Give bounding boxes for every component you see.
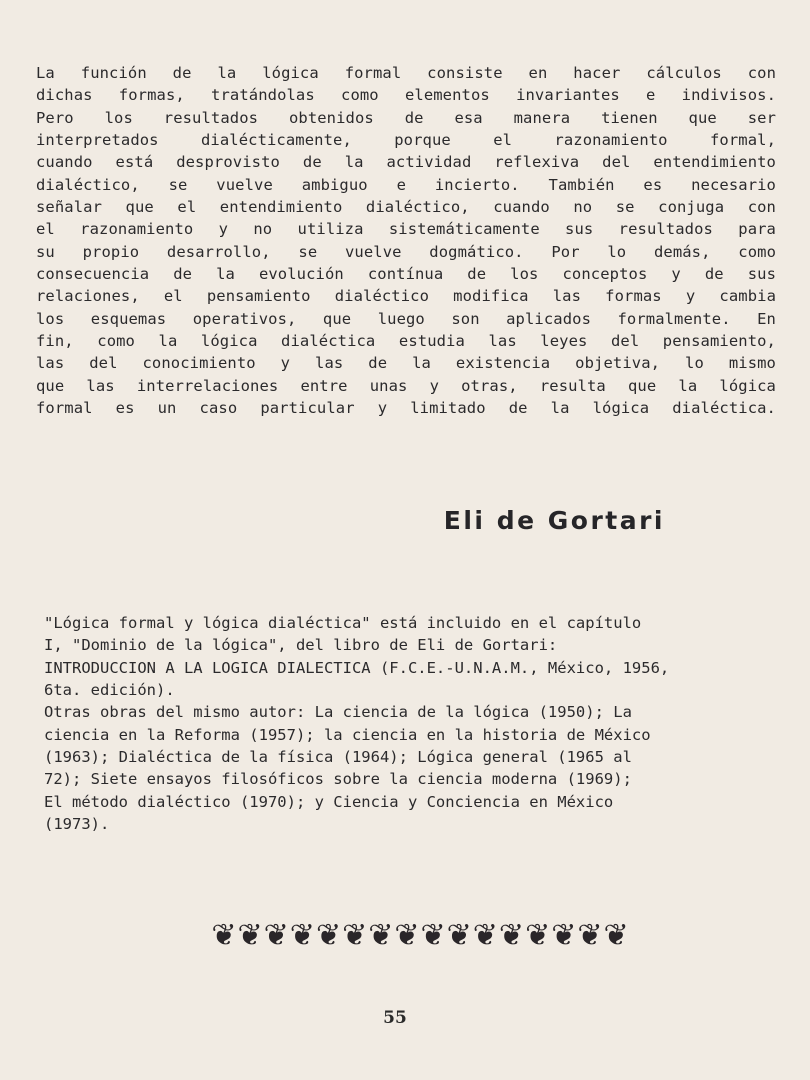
note-line: ciencia en la Reforma (1957); la ciencia en la historia de México [44, 725, 651, 744]
note-line: 6ta. edición). [44, 681, 175, 700]
body-line: fin, como la lógica dialéctica estudia las leyes del pensamiento, [36, 332, 776, 351]
ornament-glyph-icon: ❦ [263, 918, 290, 953]
note-line: INTRODUCCION A LA LOGICA DIALECTICA (F.C.E.-U.N.A.M., México, 1956, [44, 658, 670, 677]
body-line: La función de la lógica formal consiste en hacer cálculos con [36, 64, 776, 82]
decorative-border-ornament [148, 916, 693, 956]
note-line: Otras obras del mismo autor: La ciencia de la lógica (1950); La [44, 703, 632, 722]
body-line: formal es un caso particular y limitado de la lógica dialéctica. [36, 399, 776, 418]
body-line: relaciones, el pensamiento dialéctico modifica las formas y cambia [36, 287, 776, 306]
body-line: consecuencia de la evolución contínua de los conceptos y de sus [36, 265, 776, 284]
ornament-glyph-icon: ❦ [368, 918, 395, 953]
ornament-glyph-icon: ❦ [551, 918, 578, 953]
body-line: que las interrelaciones entre unas y otras, resulta que la lógica [36, 376, 776, 395]
body-line: cuando está desprovisto de la actividad reflexiva del entendimiento [36, 153, 776, 172]
ornament-glyph-icon: ❦ [498, 918, 526, 953]
body-line: las del conocimiento y las de la existencia objetiva, lo mismo [36, 354, 776, 373]
body-line: Pero los resultados obtenidos de esa manera tienen que ser [36, 108, 776, 127]
source-note [44, 612, 769, 835]
note-line: (1963); Dialéctica de la física (1964); Lógica general (1965 al [44, 748, 632, 767]
body-line: interpretados dialécticamente, porque el razonamiento formal, [36, 131, 776, 150]
ornament-glyph-icon: ❦ [394, 918, 421, 953]
body-line: el razonamiento y no utiliza sistemáticamente sus resultados para [36, 220, 776, 239]
note-line: El método dialéctico (1970); y Ciencia y Conciencia en México [44, 792, 614, 811]
ornament-glyph-icon: ❦ [525, 918, 552, 953]
ornament-glyph-icon: ❦ [211, 918, 238, 953]
note-line: I, "Dominio de la lógica", del libro de Eli de Gortari: [44, 636, 558, 655]
ornament-glyph-icon: ❦ [315, 918, 343, 953]
ornament-glyph-icon: ❦ [342, 918, 369, 953]
ornament-glyph-icon: ❦ [289, 918, 316, 953]
body-line: dichas formas, tratándolas como elementos invariantes e indivisos. [36, 86, 776, 105]
body-line: los esquemas operativos, que luego son aplicados formalmente. En [36, 309, 776, 328]
ornament-glyph-icon: ❦ [577, 918, 604, 953]
page-number: 55 [383, 1008, 407, 1028]
note-line: "Lógica formal y lógica dialéctica" está incluido en el capítulo [44, 614, 642, 632]
ornament-glyph-icon: ❦ [237, 918, 264, 953]
note-line: (1973). [44, 815, 110, 834]
ornament-glyph-icon: ❦ [420, 918, 447, 953]
ornament-glyph-icon: ❦ [472, 918, 499, 953]
author-signature: Eli de Gortari [443, 506, 665, 535]
body-paragraph [36, 62, 776, 420]
body-line: dialéctico, se vuelve ambiguo e incierto. También es necesario [36, 175, 776, 194]
note-line: 72); Siete ensayos filosóficos sobre la ciencia moderna (1969); [44, 770, 632, 789]
body-line: su propio desarrollo, se vuelve dogmático. Por lo demás, como [36, 242, 776, 261]
ornament-glyph-icon: ❦ [446, 918, 473, 953]
body-line: señalar que el entendimiento dialéctico, cuando no se conjuga con [36, 198, 776, 217]
ornament-glyph-icon: ❦ [603, 918, 630, 953]
